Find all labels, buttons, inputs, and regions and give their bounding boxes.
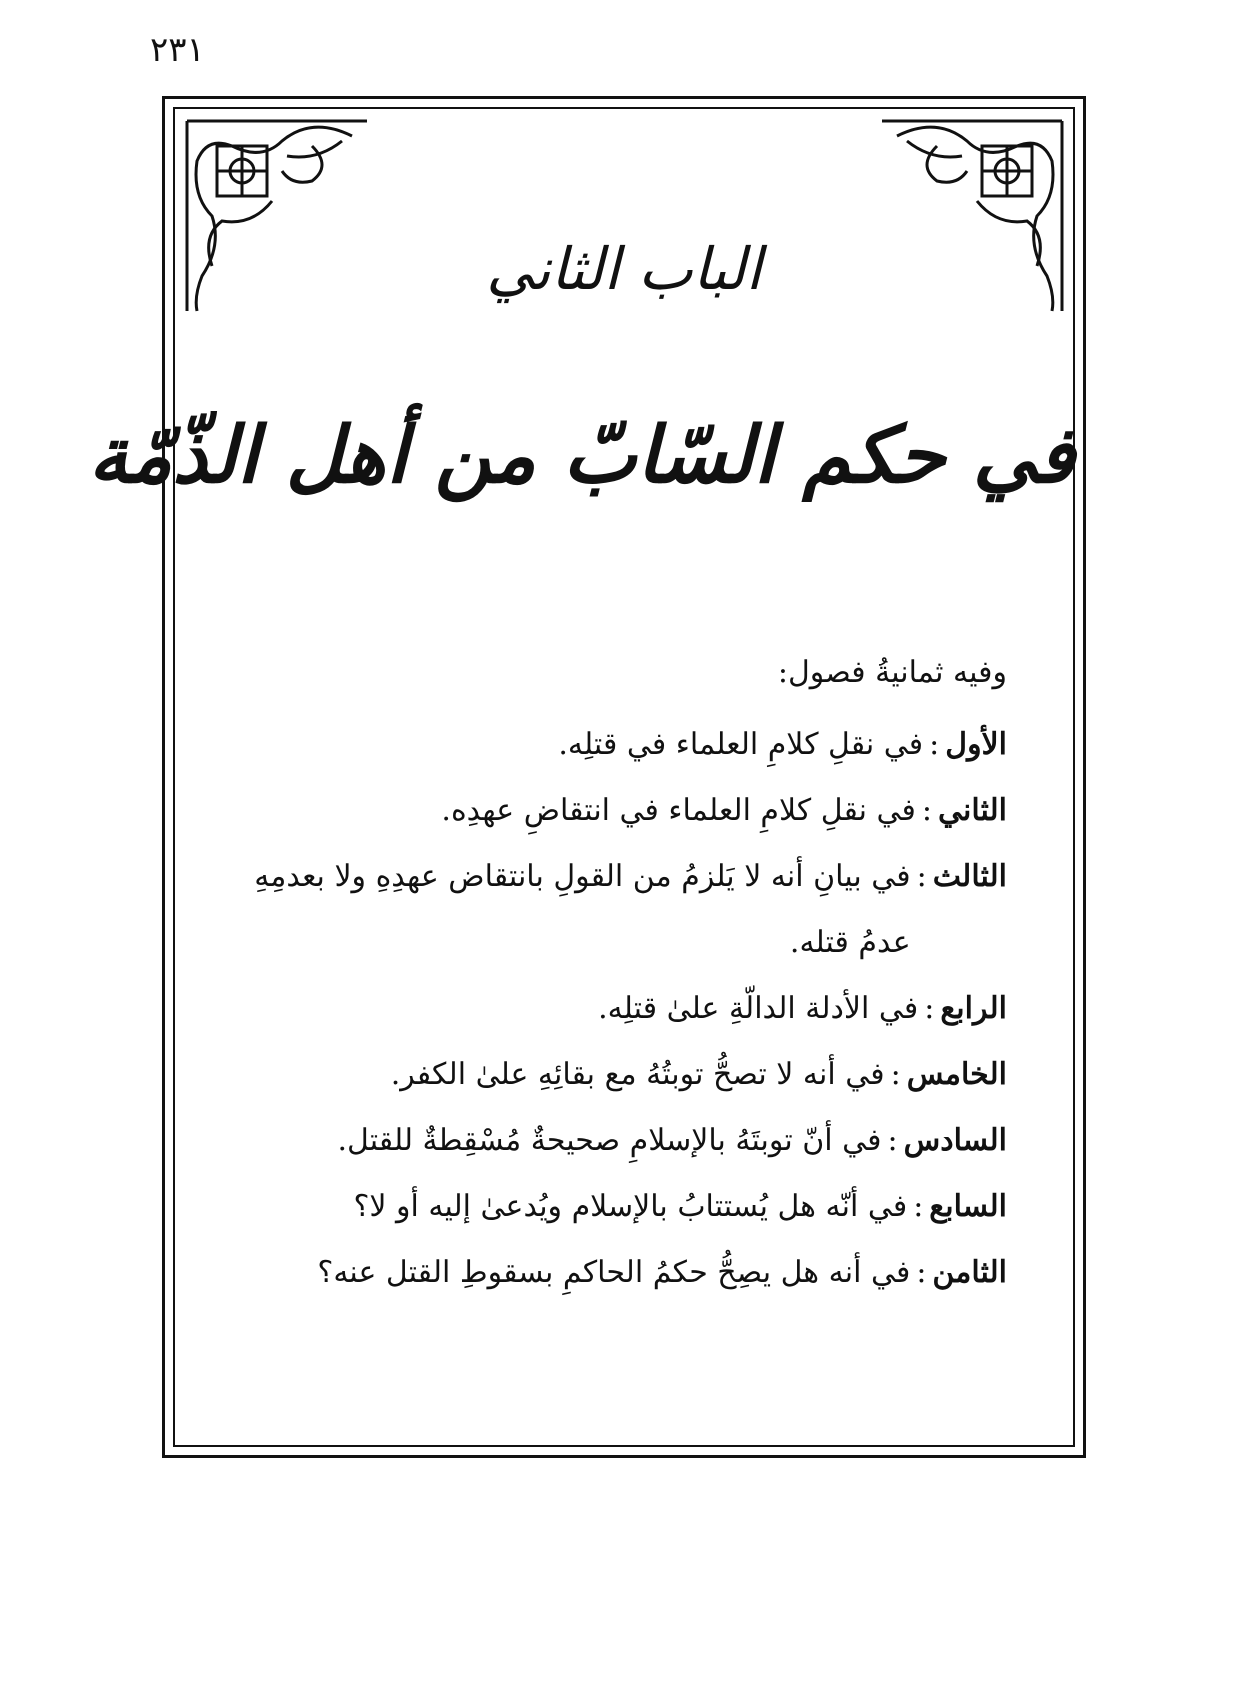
page-number: ٢٣١ (150, 30, 205, 70)
item-text: في أنه هل يصِحُّ حكمُ الحاكمِ بسقوطِ القتل عنه؟ (317, 1255, 911, 1290)
item-text: في نقلِ كلامِ العلماء في قتلِه. (558, 727, 924, 762)
item-separator: : (916, 859, 927, 894)
chapter-heading: الباب الثاني (486, 235, 762, 303)
item-text: في أنه لا تصحُّ توبتُهُ مع بقائِهِ علىٰ الكفر. (390, 1057, 885, 1092)
item-label: الخامس (906, 1057, 1007, 1092)
list-item (197, 844, 1007, 976)
contents-intro: وفيه ثمانيةُ فصول: (777, 655, 1007, 690)
item-separator: : (916, 1255, 927, 1290)
item-label: الرابع (940, 991, 1007, 1026)
item-separator: : (921, 793, 932, 828)
list-item (197, 1174, 1007, 1240)
item-separator: : (887, 1123, 898, 1158)
item-separator: : (890, 1057, 901, 1092)
table-of-contents (197, 640, 1007, 1306)
item-separator: : (924, 991, 935, 1026)
list-item (197, 1108, 1007, 1174)
item-label: السادس (903, 1123, 1007, 1158)
item-separator: : (929, 727, 940, 762)
list-item (197, 778, 1007, 844)
item-separator: : (913, 1189, 924, 1224)
item-label: الثاني (937, 793, 1007, 828)
item-text: في الأدلة الدالّةِ علىٰ قتلِه. (598, 991, 919, 1026)
item-text: في أنّه هل يُستتابُ بالإسلام ويُدعىٰ إليه أو لا؟ (353, 1189, 908, 1224)
chapter-title: في حكم السّابّ من أهل الذّمّة (88, 410, 1075, 501)
item-text: في نقلِ كلامِ العلماء في انتقاضِ عهدِه. (441, 793, 916, 828)
item-label: السابع (929, 1189, 1007, 1224)
item-text: في أنّ توبتَهُ بالإسلامِ صحيحةٌ مُسْقِطةٌ للقتل. (337, 1123, 882, 1158)
list-item (197, 712, 1007, 778)
item-text: في بيانِ أنه لا يَلزمُ من القولِ بانتقاض عهدِهِ ولا بعدمِهِ عدمُ قتله. (254, 859, 911, 960)
item-label: الثامن (932, 1255, 1007, 1290)
list-item (197, 976, 1007, 1042)
list-item (197, 1042, 1007, 1108)
item-label: الثالث (932, 859, 1007, 894)
item-label: الأول (945, 727, 1007, 762)
list-item (197, 1240, 1007, 1306)
